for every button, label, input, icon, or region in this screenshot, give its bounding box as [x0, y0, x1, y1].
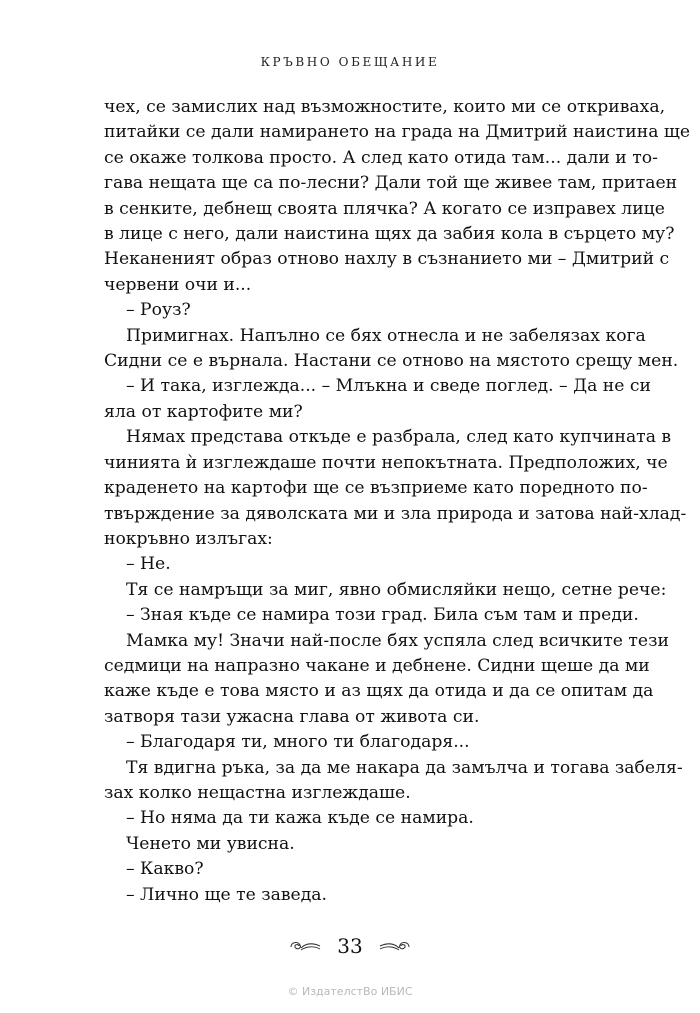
body-text [104, 95, 691, 908]
text-line: твърждение за дяволската ми и зла природа и затова най-хлад- [104, 503, 687, 524]
text-line: – Не. [126, 554, 171, 575]
text-line: каже къде е това място и аз щях да отида и да се опитам да [104, 681, 654, 702]
text-line: питайки се дали намирането на града на Дмитрий наистина ще [104, 122, 691, 143]
text-line: – Какво? [126, 859, 204, 880]
text-line: се окаже толкова просто. А след като отида там... дали и то- [104, 147, 658, 168]
text-line: нокръвно излъгах: [104, 528, 273, 549]
text-line: – Лично ще те заведа. [126, 884, 328, 905]
swirl-ornament-left-icon [287, 938, 323, 954]
text-line: в лице с него, дали наистина щях да забия кола в сърцето му? [104, 224, 675, 245]
page-number: 33 [337, 934, 363, 958]
text-line: Ченето ми увисна. [126, 833, 295, 854]
text-line: Сидни се е върнала. Настани се отново на мястото срещу мен. [104, 351, 679, 372]
text-line: чех, се замислих над възможностите, които ми се откриваха, [104, 97, 666, 117]
text-line: чинията ѝ изглеждаше почти непокътната. Предположих, че [104, 452, 668, 473]
text-line: Тя се намръщи за миг, явно обмисляйки нещо, сетне рече: [126, 579, 667, 600]
text-line: в сенките, дебнещ своята плячка? А когато се изправех лице [104, 198, 665, 219]
text-line: – Но няма да ти кажа къде се намира. [126, 808, 474, 829]
copyright-notice: © ИздателстВо ИБИС [287, 985, 413, 998]
text-line: гава нещата ще са по-лесни? Дали той ще живее там, притаен [104, 173, 678, 194]
swirl-ornament-right-icon [377, 938, 413, 954]
running-head: КРЪВНО ОБЕЩАНИЕ [260, 55, 440, 69]
text-line: червени очи и... [104, 274, 252, 295]
text-line: Мамка му! Значи най-после бях успяла след всичките тези [126, 630, 669, 651]
text-line: – И така, изглежда... – Млъкна и сведе поглед. – Да не си [126, 376, 651, 397]
text-line: Примигнах. Напълно се бях отнесла и не забелязах кога [126, 325, 646, 346]
text-line: зах колко нещастна изглеждаше. [104, 782, 411, 803]
text-line: – Роуз? [126, 300, 191, 321]
text-line: Нямах представа откъде е разбрала, след като купчината в [126, 427, 672, 448]
text-line: краденето на картофи ще се възприеме като поредното по- [104, 478, 648, 499]
text-line: яла от картофите ми? [104, 401, 303, 422]
text-line: – Благодаря ти, много ти благодаря... [126, 732, 470, 753]
text-line: Неканеният образ отново нахлу в съзнанието ми – Дмитрий с [104, 249, 670, 270]
folio [0, 934, 700, 958]
text-line: седмици на напразно чакане и дебнене. Сидни щеше да ми [104, 655, 650, 676]
text-line: затворя тази ужасна глава от живота си. [104, 706, 480, 727]
text-line: Тя вдигна ръка, за да ме накара да замълча и тогава забеля- [126, 757, 683, 778]
text-line: – Зная къде се намира този град. Била съм там и преди. [126, 605, 639, 626]
